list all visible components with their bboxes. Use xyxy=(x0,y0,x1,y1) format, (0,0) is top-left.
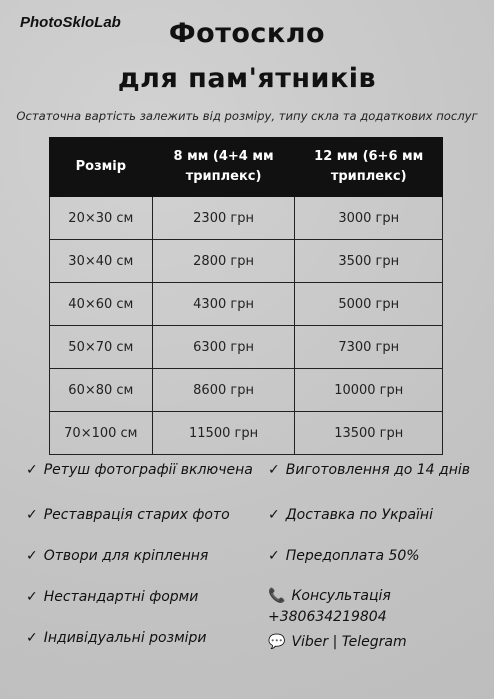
page-title-line1: Фотоскло xyxy=(168,18,326,49)
messengers-label: Viber | Telegram xyxy=(291,634,407,650)
cell-size: 50×70 см xyxy=(50,326,153,369)
cell-size: 60×80 см xyxy=(50,369,153,412)
feature-label: Виготовлення до 14 днів xyxy=(285,462,471,478)
table-row xyxy=(50,412,443,455)
table-row xyxy=(50,283,443,326)
feature-item xyxy=(26,462,253,478)
check-icon: ✓ xyxy=(26,507,38,523)
cell-price-12mm: 3500 грн xyxy=(295,240,443,283)
cell-price-12mm: 5000 грн xyxy=(295,283,443,326)
header-12mm: 12 мм (6+6 мм триплекс) xyxy=(295,138,443,197)
table-row xyxy=(50,197,443,240)
chat-icon: 💬 xyxy=(268,634,286,650)
cell-price-12mm: 3000 грн xyxy=(295,197,443,240)
price-table xyxy=(49,137,443,455)
cell-size: 40×60 см xyxy=(50,283,153,326)
cell-price-8mm: 2300 грн xyxy=(152,197,295,240)
feature-label: Доставка по Україні xyxy=(285,507,433,523)
feature-item xyxy=(268,548,420,564)
feature-item xyxy=(26,589,198,605)
subtitle: Остаточна вартість залежить від розміру, типу скла та додаткових послуг xyxy=(16,109,478,123)
page-title-line2: для пам'ятників xyxy=(117,63,377,94)
table-row xyxy=(50,369,443,412)
check-icon: ✓ xyxy=(26,548,38,564)
feature-item xyxy=(26,630,207,646)
check-icon: ✓ xyxy=(268,507,280,523)
check-icon: ✓ xyxy=(26,589,38,605)
contact-phone[interactable] xyxy=(268,609,387,625)
cell-price-8mm: 6300 грн xyxy=(152,326,295,369)
consultation-label: Консультація xyxy=(291,588,391,604)
header-8mm: 8 мм (4+4 мм триплекс) xyxy=(152,138,295,197)
feature-label: Ретуш фотографії включена xyxy=(43,462,253,478)
check-icon: ✓ xyxy=(268,462,280,478)
feature-item xyxy=(268,462,470,478)
feature-label: Реставрація старих фото xyxy=(43,507,230,523)
cell-price-8mm: 2800 грн xyxy=(152,240,295,283)
check-icon: ✓ xyxy=(268,548,280,564)
cell-size: 30×40 см xyxy=(50,240,153,283)
header-size: Розмір xyxy=(50,138,153,197)
phone-icon: 📞 xyxy=(268,588,286,604)
feature-item xyxy=(26,507,230,523)
contact-consultation xyxy=(268,588,391,604)
feature-label: Індивідуальні розміри xyxy=(43,630,207,646)
contact-messengers xyxy=(268,634,407,650)
feature-item xyxy=(26,548,208,564)
feature-item xyxy=(268,507,433,523)
table-header-row xyxy=(50,138,443,197)
cell-size: 20×30 см xyxy=(50,197,153,240)
check-icon: ✓ xyxy=(26,630,38,646)
cell-size: 70×100 см xyxy=(50,412,153,455)
feature-label: Нестандартні форми xyxy=(43,589,199,605)
cell-price-12mm: 10000 грн xyxy=(295,369,443,412)
brand-logo: PhotoSkloLab xyxy=(20,14,121,31)
feature-label: Отвори для кріплення xyxy=(43,548,209,564)
phone-number[interactable]: +380634219804 xyxy=(268,609,387,625)
table-row xyxy=(50,326,443,369)
cell-price-12mm: 7300 грн xyxy=(295,326,443,369)
feature-label: Передоплата 50% xyxy=(285,548,420,564)
cell-price-8mm: 11500 грн xyxy=(152,412,295,455)
table-row xyxy=(50,240,443,283)
cell-price-8mm: 8600 грн xyxy=(152,369,295,412)
cell-price-12mm: 13500 грн xyxy=(295,412,443,455)
check-icon: ✓ xyxy=(26,462,38,478)
cell-price-8mm: 4300 грн xyxy=(152,283,295,326)
